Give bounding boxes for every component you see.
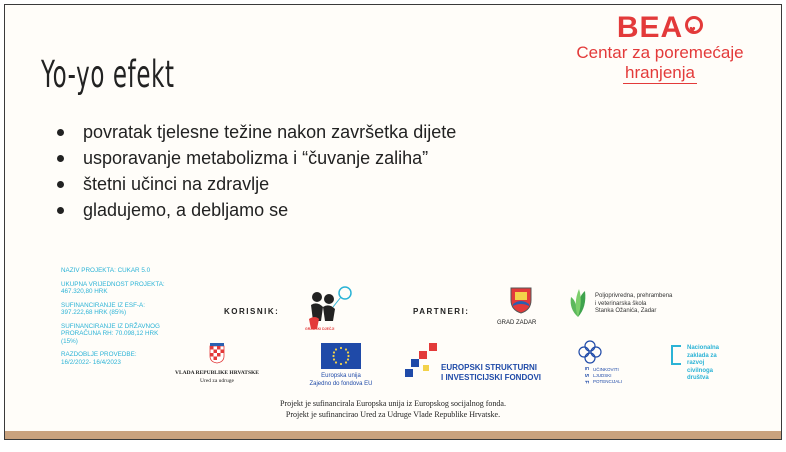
grad-zadar-logo (497, 286, 545, 332)
zaklada-logo (669, 343, 749, 393)
zaklada-line-4: civilnoga (687, 367, 714, 374)
zaklada-line-2: zaklada za (687, 352, 717, 359)
eu-flag-icon (321, 343, 361, 369)
esf-text-3: POTENCIJALI (593, 379, 623, 384)
leaf-icon (565, 287, 591, 319)
project-name: NAZIV PROJEKTA: CUKAR 5.0 (61, 267, 151, 274)
bullet-item: povratak tjelesne težine nakon završetka dijete (49, 119, 456, 145)
bullet-item: štetni učinci na zdravlje (49, 171, 456, 197)
school-line-3: Stanka Ožanića, Zadar (595, 308, 657, 314)
esi-line-1: EUROPSKI STRUKTURNI (441, 363, 538, 372)
vlada-logo (171, 342, 263, 388)
esf-text-1: UČINKOVITI (593, 367, 619, 372)
heart-icon (685, 16, 703, 34)
zaklada-line-5: društva (687, 375, 709, 381)
korisnik-logo-text: GRADSKI DJEČJI (305, 327, 335, 331)
school-logo (565, 287, 685, 327)
vlada-line-2: Ured za udruge (200, 378, 234, 384)
grad-zadar-label: GRAD ZADAR (497, 320, 537, 326)
esf-logo (575, 339, 635, 389)
footer-line-1: Projekt je sufinancirala Europska unija iz Europskog socijalnog fonda. (280, 399, 506, 408)
period-label: RAZDOBLJE PROVEDBE: (61, 351, 137, 358)
croatia-coat-of-arms-icon (209, 342, 225, 364)
bracket-icon (671, 345, 681, 365)
bottom-bar (5, 431, 781, 439)
esi-line-2: I INVESTICIJSKI FONDOVI (441, 373, 542, 382)
school-line-1: Poljoprivredna, prehrambena (595, 293, 673, 299)
funding-footer (5, 398, 781, 420)
esf-letters: E S F (583, 367, 589, 385)
zadar-coat-of-arms-icon (509, 286, 533, 314)
logo-subtitle-line1: Centar za poremećaje (576, 43, 744, 62)
slide (4, 4, 782, 440)
korisnik-label: KORISNIK: (224, 307, 280, 316)
partneri-label: PARTNERI: (413, 307, 470, 316)
esf-flower-icon (577, 339, 603, 365)
eu-line-2: Zajedno do fondova EU (309, 381, 373, 387)
state-pct: (15%) (61, 337, 78, 345)
vlada-line-1: VLADA REPUBLIKE HRVATSKE (175, 370, 259, 376)
esf-text-2: LJUDSKI (593, 373, 612, 378)
logo-subtitle-line2: hranjenja (625, 63, 695, 82)
esf-value: 397.222,68 HRK (85%) (61, 309, 127, 316)
korisnik-logo (303, 285, 353, 335)
esi-funds-logo (405, 343, 545, 389)
state-label-2: PRORAČUNA RH: 70.098,12 HRK (61, 330, 159, 337)
project-value-label: UKUPNA VRIJEDNOST PROJEKTA: (61, 280, 165, 288)
esi-squares-icon (405, 343, 441, 383)
bullet-list (49, 119, 456, 223)
school-line-2: i veterinarska škola (595, 300, 647, 307)
bullet-item: usporavanje metabolizma i “čuvanje zaliha” (49, 145, 456, 171)
bea-logo (545, 13, 775, 93)
state-label: SUFINANCIRANJE IZ DRŽAVNOG (61, 322, 160, 330)
esf-label: SUFINANCIRANJE IZ ESF-A: (61, 301, 145, 309)
project-value: 467.320,80 HRK (61, 288, 108, 295)
zaklada-line-1: Nacionalna (687, 345, 720, 351)
period-value: 16/2/2022- 16/4/2023 (61, 358, 121, 366)
eu-line-1: Europska unija (321, 373, 361, 379)
bea-brand-text: BEA (616, 11, 684, 44)
zaklada-line-3: razvoj (687, 360, 705, 366)
footer-line-2: Projekt je sufinancirao Ured za Udruge Vlade Republike Hrvatske. (285, 410, 501, 419)
bullet-item: gladujemo, a debljamo se (49, 197, 456, 223)
slide-title: Yo-yo efekt (41, 53, 175, 96)
eu-logo (301, 343, 381, 389)
